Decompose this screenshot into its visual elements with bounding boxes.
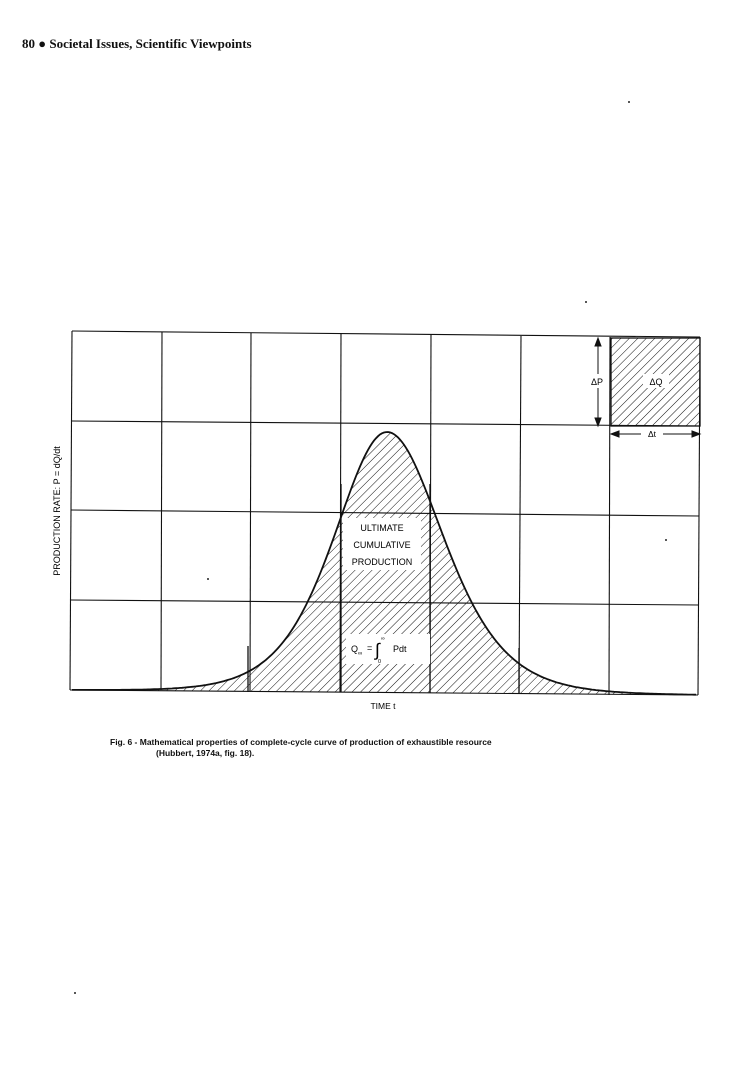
caption-line-1: Fig. 6 - Mathematical properties of complete-cycle curve of production of exhaustible resource: [110, 737, 492, 747]
delta-t-label: Δt: [647, 429, 657, 439]
svg-text:∫: ∫: [375, 640, 380, 660]
svg-text:Pdt: Pdt: [393, 644, 407, 654]
svg-text:∞: ∞: [381, 636, 385, 642]
scan-speck: [665, 539, 667, 541]
scan-speck: [628, 101, 630, 103]
figure-caption: [110, 737, 670, 759]
delta-p-label: ΔP: [590, 377, 604, 387]
integral-label-box: [346, 634, 430, 664]
y-axis-label: PRODUCTION RATE: P = dQ/dt: [52, 446, 62, 576]
area-label-line-3: PRODUCTION: [351, 557, 413, 567]
scan-speck: [74, 992, 76, 994]
svg-text:∞: ∞: [358, 651, 363, 657]
svg-text:0: 0: [378, 659, 382, 665]
area-label-line-2: CUMULATIVE: [353, 540, 411, 550]
svg-text:=: =: [367, 643, 373, 653]
x-axis-label: TIME t: [370, 701, 396, 711]
delta-q-label: ΔQ: [649, 377, 663, 387]
caption-line-2: (Hubbert, 1974a, fig. 18).: [156, 748, 255, 758]
svg-text:Q: Q: [351, 644, 359, 654]
scan-speck: [207, 578, 209, 580]
area-label-line-1: ULTIMATE: [360, 523, 404, 533]
running-head: 80 ● Societal Issues, Scientific Viewpoints: [22, 36, 252, 51]
scan-speck: [585, 301, 587, 303]
